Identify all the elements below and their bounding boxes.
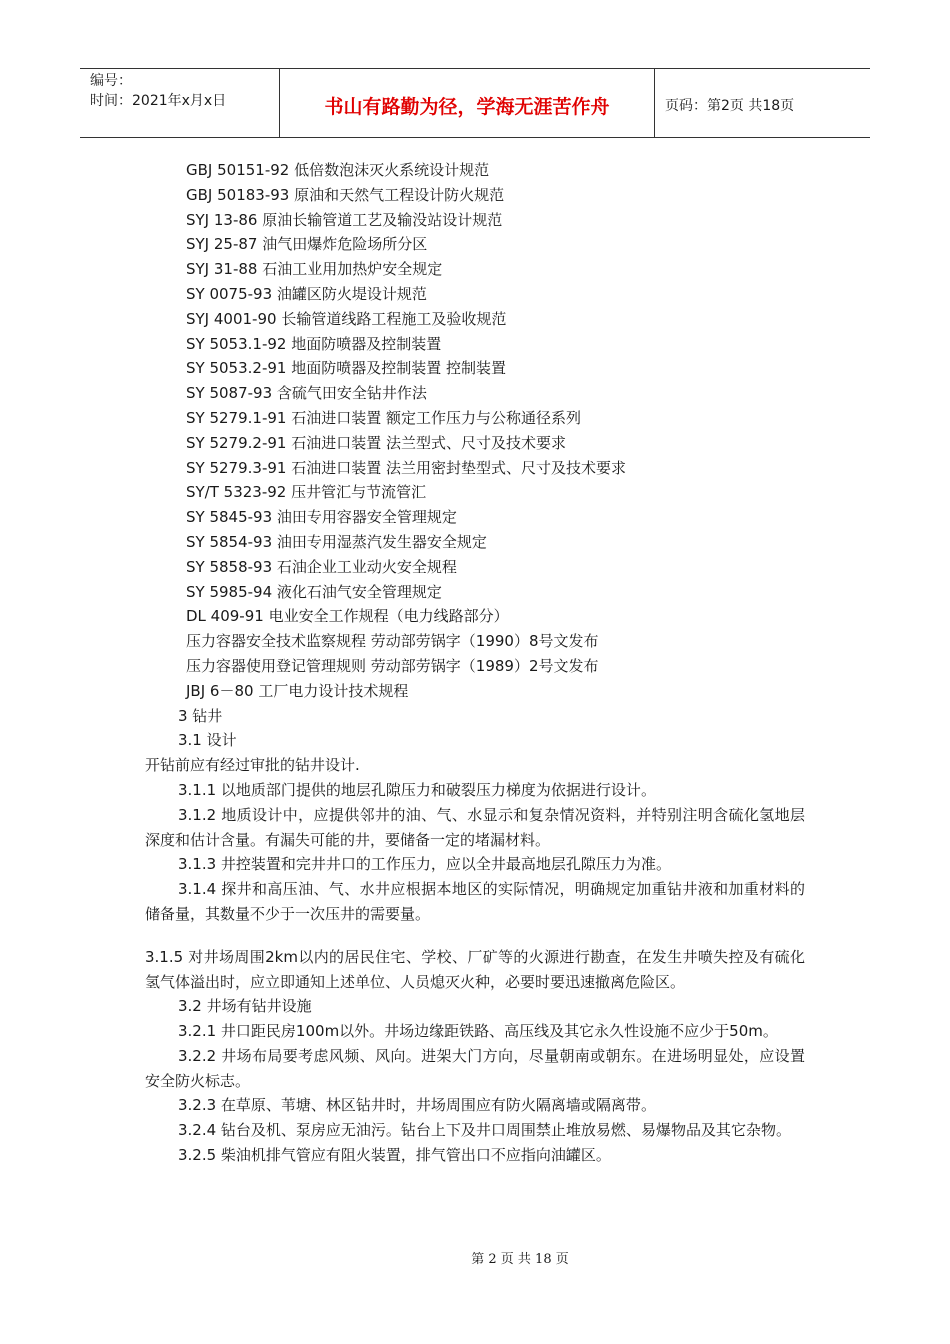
page-header	[80, 68, 870, 138]
standard-code: SY 5854-93	[186, 532, 273, 551]
clause-3-1-3: 3.1.3 井控装置和完井井口的工作压力，应以全井最高地层孔隙压力为准。	[178, 855, 671, 874]
standard-title: 油田专用容器安全管理规定	[276, 508, 457, 527]
standard-item	[145, 356, 805, 381]
standard-item	[145, 679, 805, 704]
clause-3-2-2: 3.2.2 井场布局要考虑风频、风向。进架大门方向，尽量朝南或朝东。在进场明显处，应设置安全防火标志。	[145, 1046, 805, 1090]
standard-code: SY 5845-93	[186, 508, 273, 527]
page-footer: 第 2 页 共 18 页	[471, 1252, 569, 1267]
standard-code: SY 5279.3-91	[186, 458, 287, 477]
standard-item	[145, 232, 805, 257]
section-3-1-heading: 3.1 设计	[178, 731, 237, 750]
standard-item	[145, 282, 805, 307]
standard-code: GBJ 50151-92	[186, 161, 290, 179]
standard-item	[145, 158, 805, 183]
standard-item	[145, 629, 805, 654]
standard-item	[145, 332, 805, 357]
standard-item	[145, 480, 805, 505]
clause-3-1-5: 3.1.5 对井场周围2km以内的居民住宅、学校、厂矿等的火源进行勘查，在发生井喷失控及有硫化氢气体溢出时，应立即通知上述单位、人员熄灭火种，必要时要迅速撤离危险区。	[145, 947, 805, 991]
standard-code: SY 5053.1-92	[186, 334, 287, 353]
standard-title: 油田专用湿蒸汽发生器安全规定	[276, 532, 487, 551]
standard-title: 电业安全工作规程（电力线路部分）	[268, 607, 509, 626]
standard-item	[145, 505, 805, 530]
standard-code: JBJ 6－80	[186, 681, 254, 700]
standard-title: 地面防喷器及控制装置 控制装置	[291, 359, 506, 378]
document-body	[145, 158, 805, 1168]
standard-title: 长输管道线路工程施工及验收规范	[281, 309, 507, 328]
standard-code: SY 5087-93	[186, 384, 273, 403]
time-label: 时间：2021年x月x日	[90, 93, 227, 109]
standard-title: 地面防喷器及控制装置	[291, 334, 442, 353]
standard-item	[145, 381, 805, 406]
standard-title: 低倍数泡沫灭火系统设计规范	[294, 161, 490, 179]
standard-code: SYJ 25-87	[186, 235, 258, 254]
section-3-1-intro: 开钻前应有经过审批的钻井设计.	[145, 756, 360, 775]
standard-code: SY 0075-93	[186, 284, 273, 303]
standard-item	[145, 208, 805, 233]
header-motto: 书山有路勤为径，学海无涯苦作舟	[280, 69, 655, 137]
standard-code: SYJ 4001-90	[186, 309, 277, 328]
clause-3-2-3: 3.2.3 在草原、苇塘、林区钻井时，井场周围应有防火隔离墙或隔离带。	[178, 1096, 656, 1115]
standard-code: SY 5053.2-91	[186, 359, 287, 378]
standard-title: 工厂电力设计技术规程	[258, 681, 409, 700]
standard-code: SY 5985-94	[186, 582, 273, 601]
standard-item	[145, 530, 805, 555]
standard-title: 液化石油气安全管理规定	[276, 582, 442, 601]
standard-title: 石油企业工业动火安全规程	[276, 557, 457, 576]
standard-item	[145, 604, 805, 629]
standard-code: SY 5858-93	[186, 557, 273, 576]
standard-item	[145, 580, 805, 605]
standard-code: SYJ 31-88	[186, 260, 258, 279]
header-page-info: 页码：第2页 共18页	[665, 98, 795, 114]
standard-code: SYJ 13-86	[186, 210, 258, 229]
standard-code: DL 409-91	[186, 607, 264, 626]
standards-list	[145, 158, 805, 704]
standard-title: 石油进口装置 额定工作压力与公称通径系列	[291, 408, 581, 427]
standard-title: 石油进口装置 法兰型式、尺寸及技术要求	[291, 433, 566, 452]
standard-title: 原油长输管道工艺及输没站设计规范	[262, 210, 503, 229]
standard-code: SY 5279.1-91	[186, 408, 287, 427]
standard-code: SY 5279.2-91	[186, 433, 287, 452]
standard-code: GBJ 50183-93	[186, 185, 290, 204]
clause-3-1-2: 3.1.2 地质设计中，应提供邻井的油、气、水显示和复杂情况资料，并特别注明含硫化氢地层深度和估计含量。有漏失可能的井，要储备一定的堵漏材料。	[145, 805, 805, 849]
standard-item	[145, 654, 805, 679]
clause-3-1-1: 3.1.1 以地质部门提供的地层孔隙压力和破裂压力梯度为依据进行设计。	[178, 780, 656, 799]
standard-item	[145, 183, 805, 208]
standard-item	[145, 406, 805, 431]
standard-title: 压井管汇与节流管汇	[291, 483, 427, 502]
standard-title: 石油工业用加热炉安全规定	[262, 260, 443, 279]
standard-title: 压力容器使用登记管理规则 劳动部劳锅字（1989）2号文发布	[186, 656, 599, 675]
clause-3-1-4: 3.1.4 探井和高压油、气、水井应根据本地区的实际情况，明确规定加重钻井液和加重材料的储备量，其数量不少于一次压井的需要量。	[145, 880, 805, 923]
standard-title: 油气田爆炸危险场所分区	[262, 235, 428, 254]
clause-3-2-4: 3.2.4 钻台及机、泵房应无油污。钻台上下及井口周围禁止堆放易燃、易爆物品及其它杂物。	[178, 1121, 791, 1140]
standard-code: SY/T 5323-92	[186, 483, 287, 502]
standard-title: 压力容器安全技术监察规程 劳动部劳锅字（1990）8号文发布	[186, 632, 599, 651]
paragraph-gap	[145, 927, 805, 945]
clause-3-2-5: 3.2.5 柴油机排气管应有阻火装置，排气管出口不应指向油罐区。	[178, 1146, 611, 1165]
standard-title: 石油进口装置 法兰用密封垫型式、尺寸及技术要求	[291, 458, 626, 477]
section-3-heading: 3 钻井	[178, 706, 223, 725]
standard-title: 原油和天然气工程设计防火规范	[294, 185, 505, 204]
standard-title: 含硫气田安全钻井作法	[276, 384, 427, 403]
clause-3-2-1: 3.2.1 井口距民房100m以外。井场边缘距铁路、高压线及其它永久性设施不应少于50m。	[178, 1022, 778, 1041]
section-3-2-heading: 3.2 井场有钻井设施	[178, 997, 312, 1016]
standard-item	[145, 431, 805, 456]
standard-title: 油罐区防火堤设计规范	[276, 284, 427, 303]
standard-item	[145, 456, 805, 481]
standard-item	[145, 555, 805, 580]
header-meta	[80, 69, 280, 137]
standard-item	[145, 307, 805, 332]
standard-item	[145, 257, 805, 282]
number-label: 编号：	[90, 73, 132, 89]
